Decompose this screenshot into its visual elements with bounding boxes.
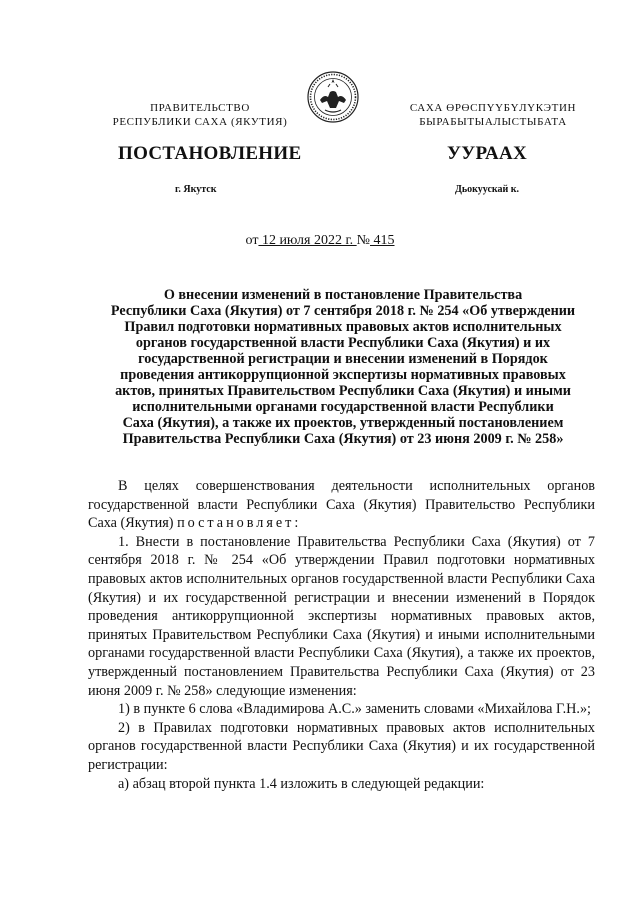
header-right — [388, 101, 598, 129]
header-left-line1: ПРАВИТЕЛЬСТВО — [150, 102, 250, 114]
preamble-text: В целях совершенствования деятельности исполнительных органов государственной власти Республики Саха (Якутия) Правительство Республики Саха (Якутия) — [88, 478, 595, 532]
title-line: О внесении изменений в постановление Правительства — [163, 287, 523, 303]
date-number-line — [0, 233, 640, 249]
header-left-line2: РЕСПУБЛИКИ САХА (ЯКУТИЯ) — [112, 116, 288, 128]
coat-of-arms-emblem — [306, 70, 360, 124]
title-line: Правительства Республики Саха (Якутия) от 23 июня 2009 г. № 258» — [122, 431, 564, 447]
city-ru: г. Якутск — [175, 184, 217, 195]
header-right-line1: САХА ӨРӨСПҮҮБҮЛҮКЭТИН — [409, 102, 577, 114]
city-sakha: Дьокуускай к. — [455, 184, 520, 195]
paragraph-1-2-a: а) абзац второй пункта 1.4 изложить в следующей редакции: — [118, 775, 485, 792]
paragraph-1-2: 2) в Правилах подготовки нормативных правовых актов исполнительных органов государственной власти Республики Саха (Якутия) и их государственной регистрации: — [88, 719, 595, 773]
decree-title-sakha: УУРААХ — [447, 143, 528, 164]
decree-title-ru: ПОСТАНОВЛЕНИЕ — [118, 143, 302, 164]
header-left — [100, 101, 300, 129]
title-line: государственной регистрации и внесении изменений в Порядок — [138, 351, 548, 367]
decree-number: 415 — [370, 233, 395, 248]
title-line: Саха (Якутия), а также их проектов, утвержденный постановлением — [122, 415, 564, 431]
document-body — [88, 477, 595, 793]
title-line: Правил подготовки нормативных правовых актов исполнительных — [124, 319, 562, 335]
title-line: Республики Саха (Якутия) от 7 сентября 2018 г. № 254 «Об утверждении — [110, 303, 576, 319]
date-prefix: от — [245, 233, 259, 248]
number-sign: № — [356, 233, 370, 248]
paragraph-1: 1. Внести в постановление Правительства Республики Саха (Якутия) от 7 сентября 2018 г. № 254 «Об утверждении Правил подготовки нормативных правовых актов исполнительных органов государственной власти Республики Саха (Якутия) и их государственной регистрации и внесении изменений в Порядок проведения антикоррупционной экспертизы нормативных правовых актов, принятых Правительством Республики Саха (Якутия) и иными исполнительными органами государственной власти Республики Саха (Якутия), а также их проектов, утвержденный постановлением Правительства Республики Саха (Якутия) от 23 июня 2009 г. № 258» следующие изменения: — [88, 533, 595, 699]
title-line: органов государственной власти Республики Саха (Якутия) и их — [135, 335, 551, 351]
preamble-paragraph — [88, 477, 595, 533]
resolves-word: постановляет: — [177, 515, 302, 532]
title-line: исполнительными органами государственной власти Республики — [132, 399, 554, 415]
decree-date: 12 июля 2022 г. — [258, 233, 357, 248]
title-line: проведения антикоррупционной экспертизы нормативных правовых — [120, 367, 566, 383]
header-right-line2: БЫРАБЫТЫАЛЫСТЫБАТА — [419, 116, 567, 128]
paragraph-1-1: 1) в пункте 6 слова «Владимирова А.С.» заменить словами «Михайлова Г.Н.»; — [118, 701, 591, 718]
document-title — [88, 287, 598, 447]
title-line: актов, принятых Правительством Республики Саха (Якутия) и иными — [115, 383, 571, 399]
